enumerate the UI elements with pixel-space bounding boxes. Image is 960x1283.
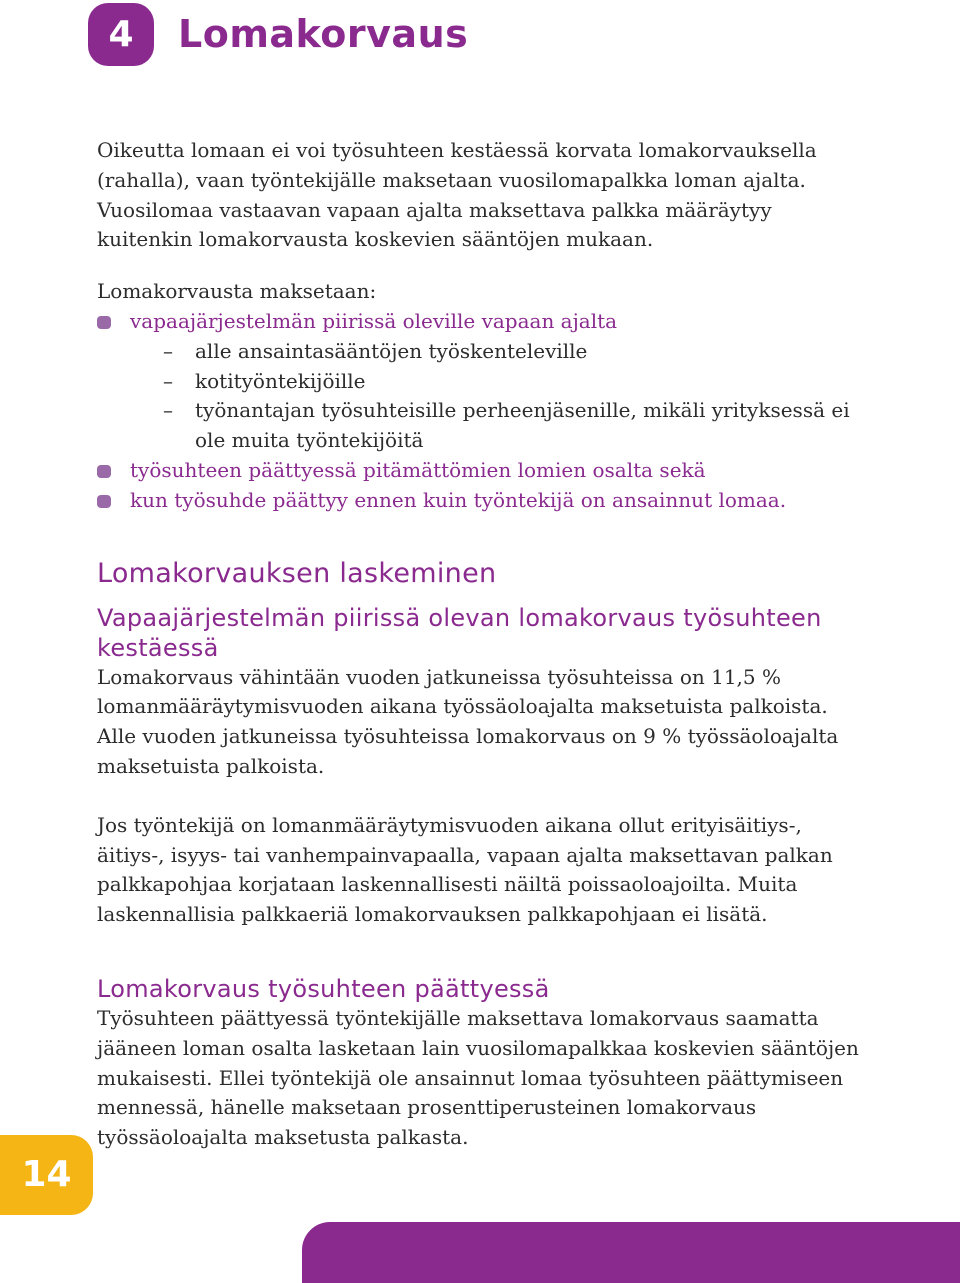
page-number-badge: 14 bbox=[0, 1135, 93, 1215]
list-item bbox=[97, 486, 867, 516]
bullet-square-icon bbox=[97, 465, 111, 478]
absence-paragraph: Jos työntekijä on lomanmääräytymisvuoden aikana ollut erityisäitiys-, äitiys-, isyys- tai vanhempainvapaalla, vapaan ajalta maksettavan palkan palkkapohjaa korjataan laskennallisesti näiltä poissaoloajoilta. Muita laskennallisia palkkaeriä lomakorvauksen palkkapohjaan ei lisätä. bbox=[97, 812, 833, 927]
sub-list-item-text: työnantajan työsuhteisille perheenjäsenille, mikäli yrityksessä ei ole muita työntekijöitä bbox=[195, 398, 850, 453]
footer-decorative-band bbox=[302, 1222, 960, 1283]
calculation-paragraph: Lomakorvaus vähintään vuoden jatkuneissa työsuhteissa on 11,5 % lomanmääräytymisvuoden aikana työssäoloajalta maksetuista palkoista. Alle vuoden jatkuneissa työsuhteissa lomakorvaus on 9 % työssäoloajalta maksetuista palkoista. bbox=[97, 664, 839, 778]
sub-list-item bbox=[130, 367, 867, 397]
section-heading-calculation: Lomakorvauksen laskeminen bbox=[97, 557, 497, 589]
subsection-heading-during-employment: Vapaajärjestelmän piirissä olevan lomakorvaus työsuhteen kestäessä bbox=[97, 603, 822, 662]
dash-icon: – bbox=[163, 398, 173, 423]
list-item-text: kun työsuhde päättyy ennen kuin työntekijä on ansainnut lomaa. bbox=[130, 487, 787, 512]
termination-paragraph: Työsuhteen päättyessä työntekijälle maksettava lomakorvaus saamatta jääneen loman osalta lasketaan lain vuosilomapalkkaa koskevien sääntöjen mukaisesti. Ellei työntekijä ole ansainnut lomaa työsuhteen päättymiseen mennessä, hänelle maksetaan prosenttiperusteinen lomakorvaus työssäoloajalta maksetusta palkasta. bbox=[97, 1005, 859, 1150]
dash-icon: – bbox=[163, 368, 173, 393]
intro-paragraph: Oikeutta lomaan ei voi työsuhteen kestäessä korvata lomakorvauksella (rahalla), vaan työntekijälle maksetaan vuosilomapalkka loman ajalta. Vuosilomaa vastaavan vapaan ajalta maksettava palkka määräytyy kuitenkin lomakorvausta koskevien sääntöjen mukaan. bbox=[97, 138, 817, 252]
list-item bbox=[97, 456, 867, 486]
sub-list-item-text: alle ansaintasääntöjen työskenteleville bbox=[195, 338, 588, 363]
chapter-title: Lomakorvaus bbox=[178, 12, 469, 56]
bullet-square-icon bbox=[97, 316, 111, 329]
sub-list-item-text: kotityöntekijöille bbox=[195, 368, 366, 393]
payment-cases-list bbox=[97, 307, 867, 516]
list-item-text: työsuhteen päättyessä pitämättömien lomien osalta sekä bbox=[130, 457, 706, 482]
sub-list-item bbox=[130, 337, 867, 367]
sub-list-item bbox=[130, 396, 867, 456]
list-item bbox=[97, 307, 867, 456]
sub-list bbox=[130, 337, 867, 456]
list-item-text: vapaajärjestelmän piirissä oleville vapaan ajalta bbox=[130, 308, 618, 333]
chapter-number-badge: 4 bbox=[88, 3, 154, 66]
subsection-heading-termination: Lomakorvaus työsuhteen päättyessä bbox=[97, 974, 550, 1003]
dash-icon: – bbox=[163, 338, 173, 363]
list-lead: Lomakorvausta maksetaan: bbox=[97, 279, 377, 304]
page-content bbox=[97, 136, 867, 1153]
bullet-square-icon bbox=[97, 495, 111, 508]
